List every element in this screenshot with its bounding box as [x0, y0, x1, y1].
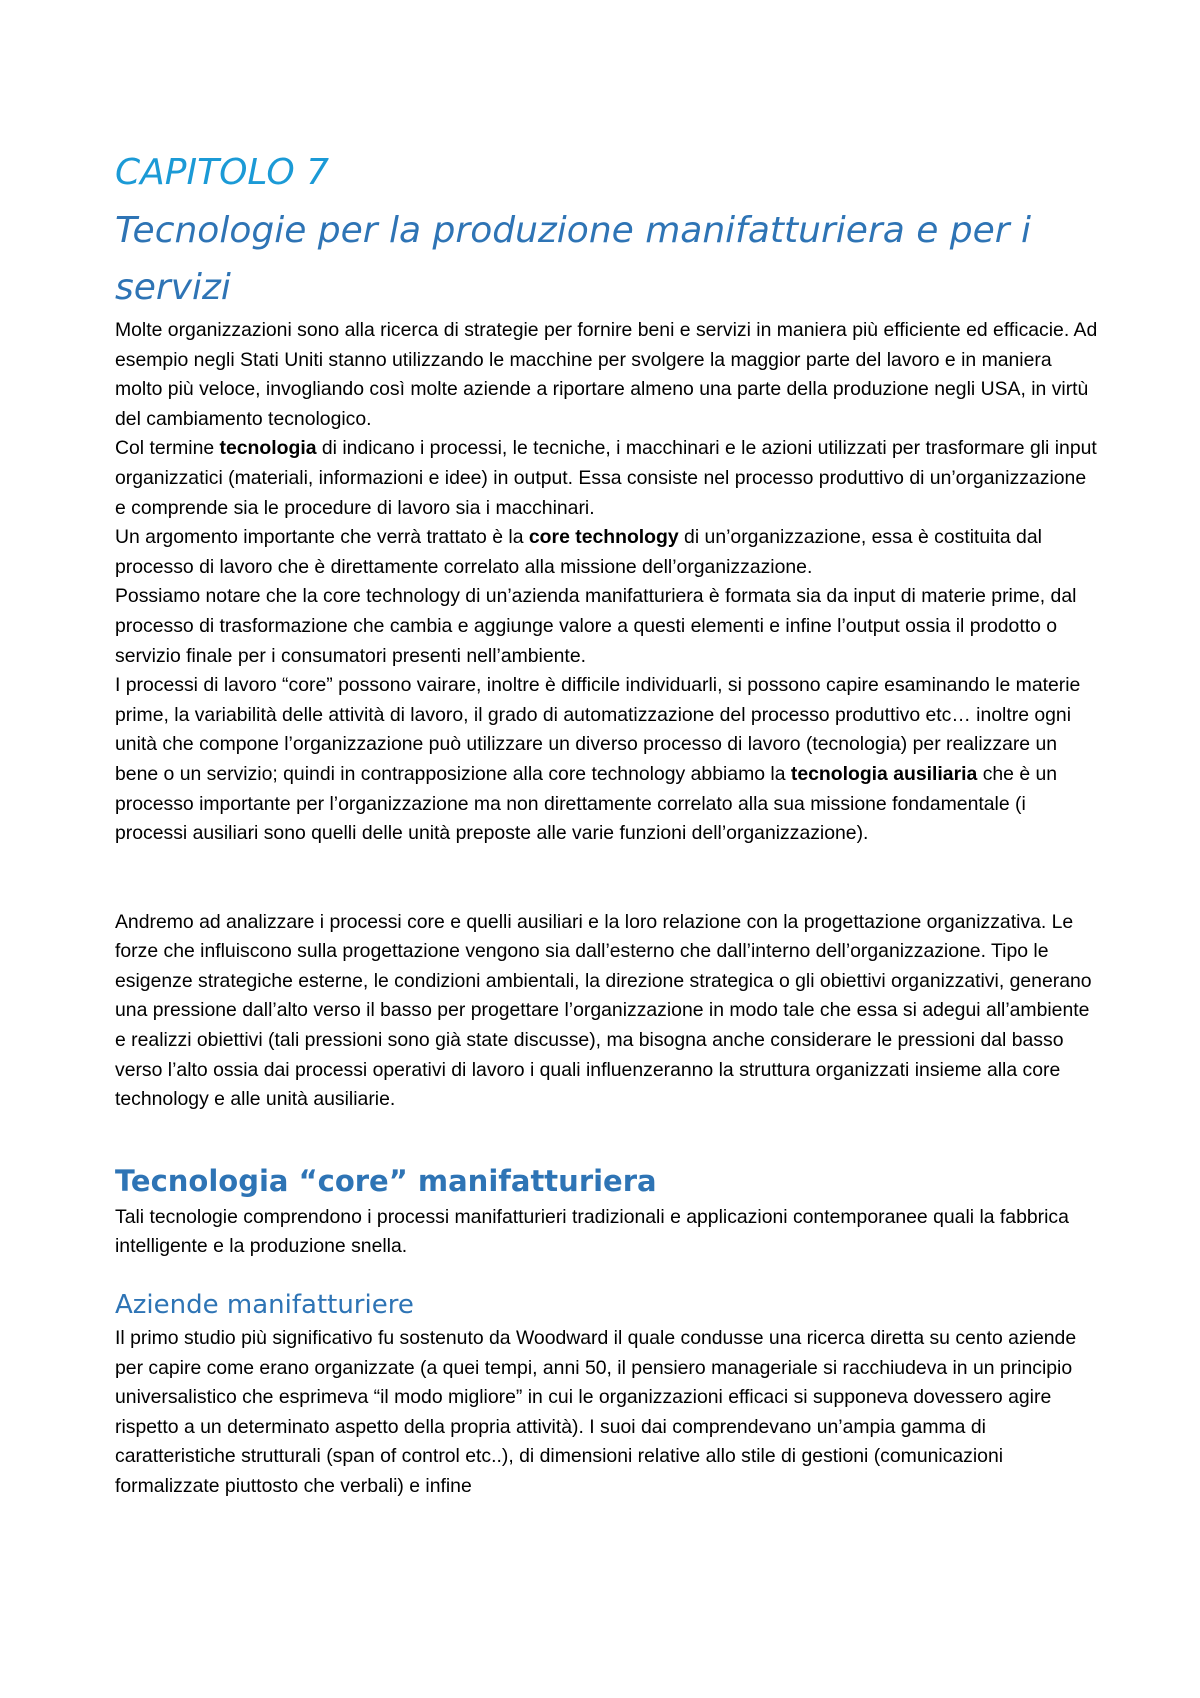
- intro-paragraph-3-text-a: Un argomento importante che verrà trattato è la: [115, 526, 529, 549]
- chapter-number: CAPITOLO 7: [115, 152, 330, 193]
- intro-paragraph-5: [115, 671, 1100, 849]
- term-core-technology: core technology: [528, 526, 679, 549]
- intro-paragraph-2: [115, 434, 1100, 523]
- core-paragraph: Tali tecnologie comprendono i processi manifatturieri tradizionali e applicazioni contemporanee quali la fabbrica intelligente e la produzione snella.: [115, 1205, 1069, 1258]
- term-tecnologia-ausiliaria: tecnologia ausiliaria: [790, 762, 978, 785]
- paragraph-spacer: [115, 849, 1100, 908]
- intro-paragraph-4: Possiamo notare che la core technology di un’azienda manifatturiera è formata sia da input di materie prime, dal processo di trasformazione che cambia e aggiunge valore a questi elementi e infine l’output ossia il prodotto o servizio finale per i consumatori presenti nell’ambiente.: [115, 585, 1077, 667]
- term-tecnologia: tecnologia: [219, 437, 317, 460]
- intro-paragraph-3: [115, 523, 1100, 582]
- chapter-title: Tecnologie per la produzione manifatturiera e per i servizi: [115, 210, 1032, 308]
- intro-paragraph-2-text-a: Col termine: [115, 437, 220, 460]
- intro-paragraph-5-text-a: I processi di lavoro “core” possono vairare, inoltre è difficile individuarli, si possono capire esaminando le materie prime, la variabilità delle attività di lavoro, il grado di automatizzazione del processo produttivo etc… inoltre ogni unità che compone l’organizzazione può utilizzare un diverso processo di lavoro (tecnologia) per realizzare un bene o un servizio; quindi in contrapposizione alla core technology abbiamo la: [115, 674, 1081, 785]
- intro-paragraph-3-text-b: di un’organizzazione, essa è costituita dal processo di lavoro che è direttamente correlato alla missione dell’organizzazione.: [115, 526, 1042, 578]
- intro-paragraph-1: Molte organizzazioni sono alla ricerca di strategie per fornire beni e servizi in maniera più efficiente ed efficacie. Ad esempio negli Stati Uniti stanno utilizzando le macchine per svolgere la maggior parte del lavoro e in maniera molto più veloce, invogliando così molte aziende a riportare almeno una parte della produzione negli USA, in virtù del cambiamento tecnologico.: [115, 319, 1098, 430]
- analysis-paragraph: Andremo ad analizzare i processi core e quelli ausiliari e la loro relazione con la progettazione organizzativa. Le forze che influiscono sulla progettazione vengono sia dall’esterno che dall’interno dell’organizzazione. Tipo le esigenze strategiche esterne, le condizioni ambientali, la direzione strategica o gli obiettivi organizzativi, generano una pressione dall’alto verso il basso per progettare l’organizzazione in modo tale che essa si adegui all’ambiente e realizzi obiettivi (tali pressioni sono già state discusse), ma bisogna anche considerare le pressioni dal basso verso l’alto ossia dai processi operativi di lavoro i quali influenzeranno la struttura organizzati insieme alla core technology e alle unità ausiliarie.: [115, 910, 1092, 1111]
- aziende-paragraph: Il primo studio più significativo fu sostenuto da Woodward il quale condusse una ricerca diretta su cento aziende per capire come erano organizzate (a quei tempi, anni 50, il pensiero manageriale si racchiudeva in un principio universalistico che esprimeva “il modo migliore” in cui le organizzazioni efficaci si supponeva dovessero agire rispetto a un determinato aspetto della propria attività). I suoi dai comprendevano un’ampia gamma di caratteristiche strutturali (span of control etc..), di dimensioni relative allo stile di gestioni (comunicazioni formalizzate piuttosto che verbali) e infine: [115, 1327, 1077, 1497]
- intro-paragraph-2-text-b: di indicano i processi, le tecniche, i macchinari e le azioni utilizzati per trasformare gli input organizzatici (materiali, informazioni e idee) in output. Essa consiste nel processo produttivo di un’organizzazione e comprende sia le procedure di lavoro sia i macchinari.: [115, 437, 1097, 519]
- section-heading-aziende: Aziende manifatturiere: [115, 1290, 414, 1321]
- section-heading-core: Tecnologia “core” manifatturiera: [115, 1163, 657, 1198]
- intro-paragraph-5-text-b: che è un processo importante per l’organizzazione ma non direttamente correlato alla sua missione fondamentale (i processi ausiliari sono quelli delle unità preposte alle varie funzioni dell’organizzazione).: [115, 762, 1058, 845]
- page-content: [115, 148, 1100, 1502]
